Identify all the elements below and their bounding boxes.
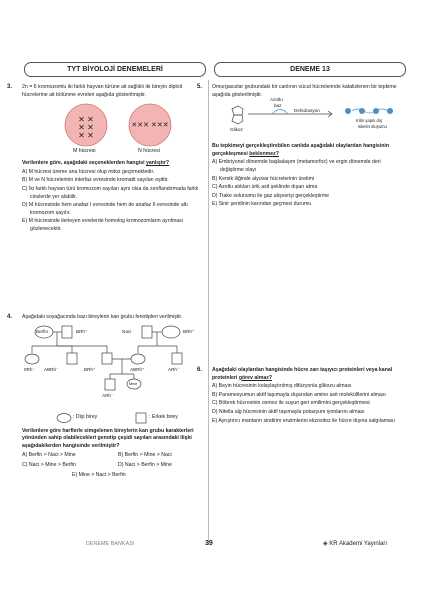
- pedigree-label: BRh⁺: [84, 366, 96, 372]
- option-d[interactable]: D) M hücresinde hem anafaz I evresinde hem de anafaz II evresinde altı kromozom sayılır.: [22, 202, 188, 216]
- question-text: Verilenlere göre harflerle simgelenen bireylerin kan grubu karakterleri yönünden sahip olabilecekleri genotip çeşidi sayıları arasındaki ilişki aşağıdakilerden hangisinde verilmiştir?: [22, 427, 194, 449]
- cell-m-chromosomes: ✕ ✕: [78, 115, 94, 125]
- question-text: [22, 160, 206, 168]
- column-divider: [208, 80, 209, 545]
- option-d[interactable]: D) Naci > Berfin > Mine: [118, 462, 172, 469]
- option-c[interactable]: C) Böbrek hücresinin osmoz ile suyun geri emilimini gerçekleştirmesi: [212, 400, 370, 407]
- pedigree-naci: Naci: [122, 328, 132, 334]
- option-e[interactable]: E) Ayrıştırıcı mantarın sindirim enzimlerini ekzositoz ile hücre dışına salgılaması: [212, 417, 395, 424]
- page-number: 39: [205, 540, 213, 547]
- option-e[interactable]: E) Mine > Naci > Berfin: [72, 472, 126, 479]
- option-e[interactable]: E) Sinir şeridinin karından geçmesi durumu: [212, 201, 312, 208]
- pedigree-label: ARh⁻: [102, 392, 114, 398]
- option-c[interactable]: C) Naci > Mine > Berfin: [22, 462, 76, 469]
- option-d[interactable]: D) Nitella alg hücresinin aktif taşımayla potasyum iyonlarını alması: [212, 408, 365, 415]
- option-b[interactable]: B) Kemik iliğinde alyuvar hücrelerinin üretimi: [212, 175, 315, 182]
- question-stem: 2n = 6 kromozomlu iki farklı hayvan türüne ait sağlıklı iki bireyin diploit hücrelerine ait bölünme evreleri aşağıda gösterilmiştir.: [22, 84, 183, 98]
- question-stem: Aşağıdaki soyağacında bazı bireylerin kan grubu fenotipleri verilmiştir.: [22, 314, 183, 320]
- pedigree-mine: Mine: [129, 381, 138, 386]
- question-text: [212, 143, 404, 158]
- diagram-dehidrasyon: Dehidrasyon: [294, 108, 320, 114]
- option-c[interactable]: C) Azotlu atıkları ürik asit şeklinde dışarı atma: [212, 184, 318, 191]
- footer-right-brand-text: KR Akademi Yayınları: [329, 541, 388, 547]
- question-text-main: Verilenlere göre, aşağıdaki seçeneklerden hangisi: [22, 160, 145, 167]
- svg-text:✕ ✕: ✕ ✕: [78, 123, 94, 133]
- diagram-kitin: Kitin yapılı dış: [356, 118, 383, 124]
- question-4: [7, 314, 206, 484]
- option-a[interactable]: A) Embriyonel dönemde başkalaşım (metamorfoz) ve ergin dönemde deri değiştirme olayı: [212, 159, 381, 173]
- option-c[interactable]: C) İki farklı hayvan türü kromozom sayıları aynı olsa da sınıflandırmada farklı cinslerde yer alabilir.: [22, 185, 199, 200]
- pedigree-label: BRh⁺: [183, 328, 195, 334]
- footer-right-brand: [323, 540, 387, 547]
- pedigree-berfin: Berfin: [36, 328, 49, 334]
- option-b[interactable]: B) M ve N hücrelerinin interfaz evresinde kromatit sayıları eşittir.: [22, 177, 169, 184]
- option-a[interactable]: A) M hücresi üreme ana hücresi olup mitoz geçirmektedir.: [22, 168, 155, 175]
- pedigree-label: ARh⁻: [168, 366, 180, 372]
- kr-logo-icon: ◈: [323, 541, 330, 547]
- question-text-main: Aşağıdaki olaylardan hangisinde hücre zarı taşıyıcı proteinleri veya kanal proteinleri: [212, 367, 393, 381]
- cell-m-label: M hücresi: [73, 148, 96, 155]
- option-e[interactable]: E) M hücresinde ilerleyen evrelerde homolog kromozomların ayrılması gözlenecektir.: [22, 218, 184, 232]
- option-b[interactable]: B) Paramesyumun aktif taşımayla dışarıdan amino asit molekülllerini alması: [212, 391, 386, 398]
- pedigree-label: BRh⁺: [76, 328, 88, 334]
- pedigree-lines: [22, 322, 206, 426]
- option-a[interactable]: A) Beyin hücresinin kolaylaştırılmış difüzyonla glikozu alması: [212, 383, 352, 390]
- cell-figures: [22, 99, 206, 157]
- footer-left-brand: DENEME BANKASI: [86, 541, 135, 547]
- reaction-diagram: [212, 99, 404, 143]
- question-stem: [212, 367, 404, 382]
- question-text-emphasis: beklenmez?: [249, 150, 279, 157]
- page-footer: [18, 538, 406, 552]
- right-header: DENEME 13: [214, 62, 406, 77]
- question-text-main: Bu tepkimeyi gerçekleştirebilen canlıda aşağıdaki olaylardan hangisinin gerçekleşmesi: [212, 143, 390, 157]
- question-number: 6.: [197, 367, 203, 373]
- options-grid: [22, 452, 206, 484]
- question-number: 3.: [7, 84, 13, 90]
- question-text-emphasis: yanlıştır?: [146, 160, 170, 167]
- cell-n-chromosomes: ✕✕✕ ✕✕✕: [131, 122, 169, 130]
- svg-text:✕ ✕: ✕ ✕: [78, 131, 94, 141]
- pedigree-chart: [22, 322, 206, 426]
- question-6: [197, 367, 404, 425]
- left-header: TYT BİYOLOJİ DENEMELERİ: [24, 62, 206, 77]
- cell-n-label: N hücresi: [138, 148, 160, 155]
- option-a[interactable]: A) Berfin > Naci > Mine: [22, 452, 76, 459]
- diagram-iskelet: iskelet oluşumu: [358, 124, 387, 130]
- legend-female: : Dişi birey: [73, 413, 98, 420]
- pedigree-label: ABRh⁻: [44, 366, 59, 372]
- question-stem: Omurgasızlar grubundaki bir canlının vücut hücrelerinde katalizlenen bir tepkime aşağıda gösterilmiştir.: [212, 84, 397, 98]
- question-5: [197, 84, 404, 209]
- pedigree-label: 0Rh⁻: [24, 366, 35, 372]
- cell-diagram: [22, 99, 206, 157]
- question-number: 5.: [197, 84, 203, 90]
- question-number: 4.: [7, 314, 13, 320]
- option-b[interactable]: B) Berfin > Mine > Naci: [118, 452, 172, 459]
- diagram-baz: baz: [274, 103, 282, 109]
- diagram-azotlu: Azotlu: [270, 97, 283, 103]
- pedigree-label: ABRh⁺: [130, 366, 145, 372]
- legend-male: : Erkek birey: [149, 413, 178, 420]
- question-text-emphasis: görev almaz?: [238, 374, 272, 381]
- diagram-glikoz: Glikoz: [230, 127, 243, 133]
- question-3: [7, 84, 206, 234]
- option-d[interactable]: D) Trake solunumu ile gaz alışverişi gerçekleştirme: [212, 192, 330, 199]
